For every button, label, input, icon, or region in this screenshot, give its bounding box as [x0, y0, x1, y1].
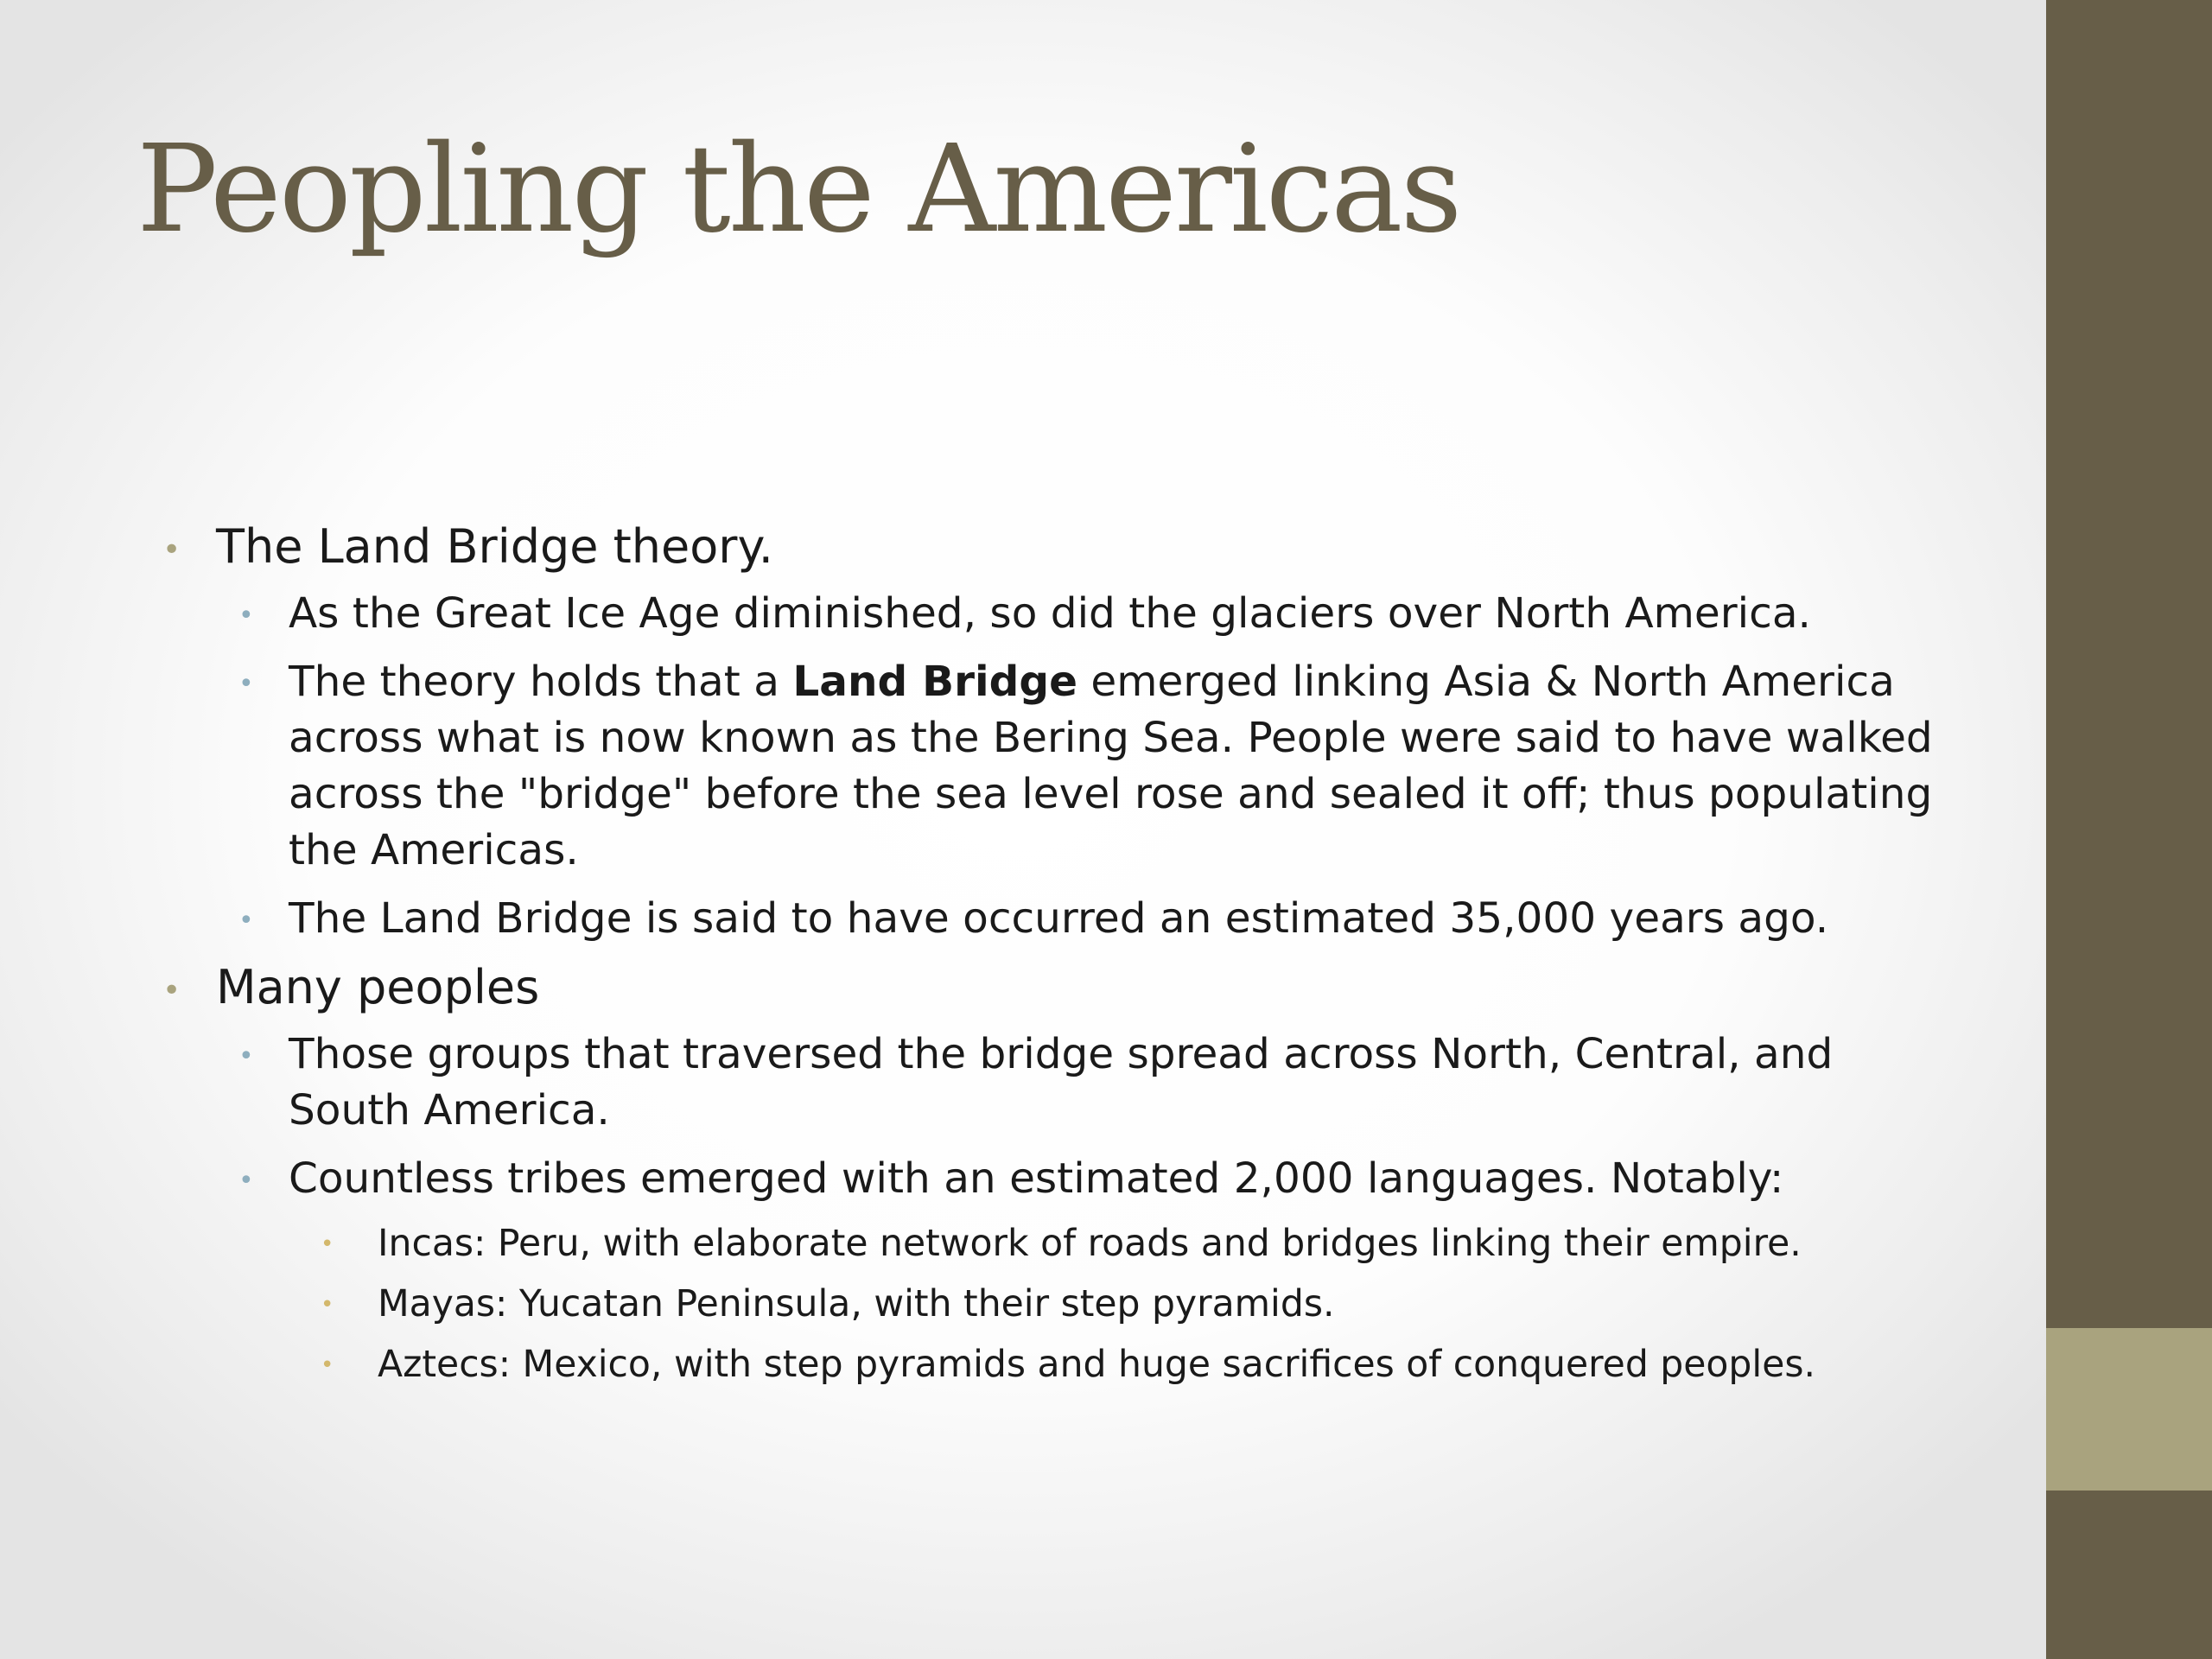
bullet-icon: •	[321, 1352, 334, 1378]
section-heading-many-peoples	[162, 959, 2013, 1016]
list-item-text: Those groups that traversed the bridge spread across North, Central, and South America.	[289, 1030, 1834, 1135]
slide-title: Peopling the Americas	[137, 119, 1460, 260]
list-item-text-before: The theory holds that a	[289, 658, 793, 706]
sidebar-accent-block	[2046, 1328, 2212, 1491]
section-heading-text: The Land Bridge theory.	[216, 519, 773, 574]
bullet-icon: •	[238, 906, 254, 936]
section-heading-text: Many peoples	[216, 960, 540, 1014]
list-item-text-after: emerged linking Asia & North America across what is now known as the Bering Sea. People were said to have walked across the "bridge" before the sea level rose and sealed it off; thus populating the Americas.	[289, 658, 1933, 874]
bullet-icon: •	[321, 1231, 334, 1257]
bullet-icon: •	[238, 1166, 254, 1196]
bullet-icon: •	[162, 532, 181, 568]
bold-term: Land Bridge	[792, 658, 1077, 706]
list-subitem-aztecs	[321, 1340, 2013, 1390]
list-item-text: The Land Bridge is said to have occurred an estimated 35,000 years ago.	[289, 894, 1829, 943]
bullet-icon: •	[321, 1292, 334, 1318]
slide-content	[0, 518, 2013, 1401]
list-item	[238, 891, 1965, 947]
list-item	[238, 654, 1965, 879]
list-item-text: As the Great Ice Age diminished, so did the glaciers over North America.	[289, 589, 1811, 638]
list-subitem-mayas	[321, 1280, 2013, 1330]
list-item	[238, 1151, 1965, 1207]
list-subitem-text: Aztecs: Mexico, with step pyramids and huge sacrifices of conquered peoples.	[378, 1344, 1816, 1386]
list-subitem-incas	[321, 1219, 2013, 1269]
bullet-icon: •	[162, 973, 181, 1008]
list-item	[238, 1027, 1965, 1139]
bullet-icon: •	[238, 1041, 254, 1071]
bullet-icon: •	[238, 601, 254, 631]
list-item	[238, 586, 1965, 642]
list-subitem-text: Mayas: Yucatan Peninsula, with their step pyramids.	[378, 1283, 1335, 1325]
list-subitem-text: Incas: Peru, with elaborate network of roads and bridges linking their empire.	[378, 1223, 1802, 1265]
bullet-icon: •	[238, 669, 254, 699]
list-item-text: Countless tribes emerged with an estimated 2,000 languages. Notably:	[289, 1154, 1784, 1203]
section-heading-land-bridge	[162, 518, 2013, 575]
